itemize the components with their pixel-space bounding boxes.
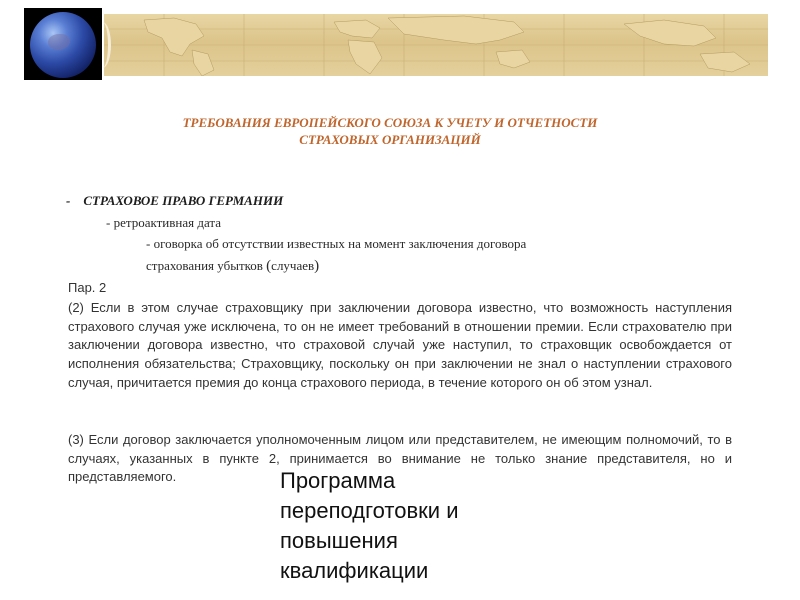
outline-subitem-2-continued bbox=[146, 258, 319, 275]
outline-subitem-2 bbox=[146, 236, 526, 252]
program-caption-line-1: Программа bbox=[280, 468, 396, 493]
outline-subitem-1-text: ретроактивная дата bbox=[113, 215, 222, 230]
bullet-marker: - bbox=[106, 215, 111, 230]
paragraph-label: Пар. 2 bbox=[68, 280, 107, 295]
world-map-banner bbox=[104, 14, 768, 76]
paren-close: ) bbox=[314, 258, 320, 274]
outline-heading-text: СТРАХОВОЕ ПРАВО ГЕРМАНИИ bbox=[83, 193, 284, 208]
program-caption bbox=[280, 466, 540, 586]
slide-title-line-2: СТРАХОВЫХ ОРГАНИЗАЦИЙ bbox=[299, 132, 481, 147]
paren-open: ( bbox=[266, 258, 272, 274]
program-caption-line-4: квалификации bbox=[280, 558, 429, 583]
world-map-banner-icon bbox=[104, 14, 768, 76]
globe-logo bbox=[24, 8, 102, 80]
program-caption-line-2: переподготовки и bbox=[280, 498, 459, 523]
globe-icon bbox=[30, 12, 96, 78]
outline-subitem-2-text-cont: страхования убытков bbox=[146, 258, 267, 273]
outline-subitem-2-word: случаев bbox=[271, 258, 315, 273]
globe-rim-decoration bbox=[94, 22, 111, 68]
outline-subitem-1 bbox=[106, 215, 221, 231]
program-caption-line-3: повышения bbox=[280, 528, 398, 553]
body-paragraph-2: (3) Если договор заключается уполномоченным лицом или представителем, не имеющим полномочий, то в случаях, указанных в пункте 2, принимается во внимание не только знание представителя, но и представляемого. bbox=[68, 432, 732, 485]
outline-heading bbox=[66, 193, 283, 209]
slide-title bbox=[110, 114, 670, 148]
outline-subitem-2-text: оговорка об отсутствии известных на момент заключения договора bbox=[153, 236, 527, 251]
body-paragraph-1: (2) Если в этом случае страховщику при заключении договора известно, что возможность наступления страхового случая уже исключена, то он не имеет требований в отношении премии. Если страхователю при заключении договора известно, что страховой случай уже наступил, то страховщик освобождается от исполнения обязательства; Страховщику, поскольку он при заключении не знал о наступлении страхового случая, причитается премия до конца страхового периода, в течение которого он об этом узнал. bbox=[68, 300, 732, 390]
bullet-marker: - bbox=[146, 236, 151, 251]
slide-title-line-1: ТРЕБОВАНИЯ ЕВРОПЕЙСКОГО СОЮЗА К УЧЕТУ И ОТЧЕТНОСТИ bbox=[182, 115, 598, 130]
bullet-marker: - bbox=[66, 193, 71, 208]
